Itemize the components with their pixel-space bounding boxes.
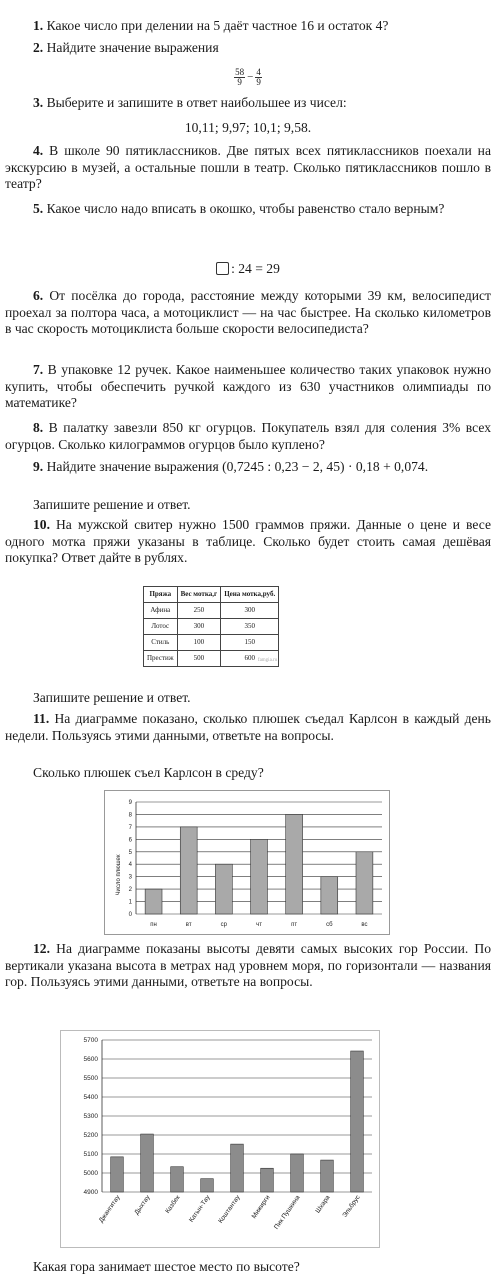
bar: [111, 1157, 124, 1192]
x-tick-label: вс: [361, 922, 368, 928]
bar: [141, 1134, 154, 1192]
question-10: 10. На мужской свитер нужно 1500 граммов пряжи. Данные о цене и весе одного мотка пряжи указаны в таблице. Сколько будет стоить самая дешёвая покупка? Ответ дайте в рублях.: [5, 517, 491, 565]
x-tick-label: пн: [150, 922, 157, 928]
question-3-numbers: 10,11; 9,97; 10,1; 9,58.: [184, 120, 312, 135]
table-cell: 250: [177, 603, 221, 619]
x-tick-label: Дыхтау: [133, 1194, 152, 1217]
x-tick-label: Эльбрус: [341, 1194, 362, 1219]
y-tick-label: 5200: [83, 1132, 98, 1139]
x-tick-label: сб: [326, 922, 333, 928]
question-5: 5. Какое число надо вписать в окошко, чтобы равенство стало верным?: [33, 201, 445, 216]
y-tick-label: 8: [128, 812, 132, 819]
question-3: 3. Выберите и запишите в ответ наибольшее из чисел:: [33, 95, 347, 110]
question-5-equation: : 24 = 29: [0, 261, 496, 278]
y-tick-label: 4: [128, 862, 132, 869]
table-cell: Афина: [144, 603, 178, 619]
question-9-note: Запишите решение и ответ.: [33, 497, 191, 512]
table-row: [144, 619, 279, 635]
y-axis-label: Число плюшек: [116, 854, 122, 896]
question-11-question: Сколько плюшек съел Карлсон в среду?: [33, 765, 264, 780]
question-10-note: Запишите решение и ответ.: [33, 690, 191, 705]
table-cell: 300: [221, 603, 279, 619]
table-cell: Престиж: [144, 651, 178, 667]
bar: [356, 852, 373, 914]
y-tick-label: 5500: [83, 1075, 98, 1082]
x-tick-label: Коштантау: [217, 1194, 242, 1225]
y-tick-label: 2: [128, 887, 132, 894]
y-tick-label: 4900: [83, 1189, 98, 1196]
question-4: 4. В школе 90 пятиклассников. Две пятых всех пятиклассников поехали на экскурсию в музей, а остальные пошли в театр. Сколько пятиклассников пошло в театр?: [5, 143, 491, 191]
x-tick-label: Казбек: [164, 1194, 182, 1215]
y-tick-label: 3: [128, 874, 132, 881]
question-2-expression: 58 9 − $\frac{4}{9}$: [235, 67, 261, 87]
x-tick-label: Катын-Тау: [188, 1194, 212, 1224]
x-tick-label: Шхара: [314, 1194, 332, 1215]
x-tick-label: ср: [220, 922, 228, 928]
bar: [321, 1160, 334, 1192]
mountains-bar-chart: [60, 1030, 380, 1248]
y-tick-label: 1: [128, 899, 132, 906]
table-cell: 100: [177, 635, 221, 651]
table-row: [144, 635, 279, 651]
question-1: 1. Какое число при делении на 5 даёт частное 16 и остаток 4?: [33, 18, 389, 33]
question-6: 6. От посёлка до города, расстояние между которыми 39 км, велосипедист проехал за полтора часа, а мотоциклист — на час быстрее. На сколько километров в час скорость мотоциклиста больше скорости велосипедиста?: [5, 288, 491, 336]
question-12-question: Какая гора занимает шестое место по высоте?: [33, 1259, 300, 1274]
y-tick-label: 7: [128, 824, 132, 831]
y-tick-label: 5100: [83, 1151, 98, 1158]
question-9: 9. Найдите значение выражения (0,7245 : 0,23 − 2, 45) · 0,18 + 0,074.: [33, 459, 429, 474]
bar: [145, 889, 162, 914]
yarn-table: [143, 586, 279, 667]
y-tick-label: 5700: [83, 1037, 98, 1044]
table-cell: 350: [221, 619, 279, 635]
table-header-cell: Пряжа: [144, 587, 178, 603]
x-tick-label: Пик Пушкина: [273, 1194, 302, 1231]
table-cell: Стиль: [144, 635, 178, 651]
table-cell: Лотос: [144, 619, 178, 635]
x-tick-label: Мижирги: [250, 1194, 272, 1220]
y-tick-label: 5000: [83, 1170, 98, 1177]
table-cell: 150: [221, 635, 279, 651]
y-tick-label: 9: [128, 800, 132, 806]
empty-box-icon: [216, 262, 229, 275]
bar: [215, 864, 232, 914]
buns-bar-chart: [104, 790, 390, 935]
question-7: 7. В упаковке 12 ручек. Какое наименьшее количество таких упаковок нужно купить, чтобы обеспечить ручкой каждого из 630 участников олимпиады по математике?: [5, 362, 491, 410]
x-tick-label: вт: [185, 922, 192, 928]
x-tick-label: чт: [256, 922, 262, 928]
question-8: 8. В палатку завезли 850 кг огурцов. Покупатель взял для соления 3% всех огурцов. Сколько килограммов огурцов было куплено?: [5, 420, 491, 452]
y-tick-label: 5400: [83, 1094, 98, 1101]
table-cell: 600 famgia.ru: [221, 651, 279, 667]
bar: [351, 1051, 364, 1192]
x-tick-label: пт: [291, 922, 298, 928]
table-row: [144, 651, 279, 667]
question-12: 12. На диаграмме показаны высоты девяти самых высоких гор России. По вертикали указана высота в метрах над уровнем моря, по горизонтали — названия гор. Пользуясь этими данными, ответьте на вопросы.: [5, 941, 491, 989]
y-tick-label: 6: [128, 837, 132, 844]
bar: [261, 1168, 274, 1192]
bar: [321, 877, 338, 914]
table-header-cell: Цена мотка,руб.: [221, 587, 279, 603]
bar: [171, 1167, 184, 1192]
y-tick-label: 5300: [83, 1113, 98, 1120]
x-tick-label: Джангитау: [97, 1194, 122, 1225]
question-2: 2. Найдите значение выражения: [33, 40, 219, 55]
question-11: 11. На диаграмме показано, сколько плюшек съедал Карлсон в каждый день недели. Пользуясь этими данными, ответьте на вопросы.: [5, 711, 491, 743]
bar: [231, 1144, 244, 1192]
bar: [201, 1179, 214, 1192]
bar: [251, 839, 268, 914]
bar: [286, 814, 303, 914]
table-row: [144, 603, 279, 619]
table-cell: 500: [177, 651, 221, 667]
bar: [291, 1154, 304, 1192]
y-tick-label: 0: [128, 912, 132, 918]
y-tick-label: 5: [128, 849, 132, 856]
table-header-row: [144, 587, 279, 603]
table-header-cell: Вес мотка,г: [177, 587, 221, 603]
y-tick-label: 5600: [83, 1056, 98, 1063]
watermark: famgia.ru: [257, 658, 278, 663]
bar: [180, 827, 197, 914]
table-cell: 300: [177, 619, 221, 635]
